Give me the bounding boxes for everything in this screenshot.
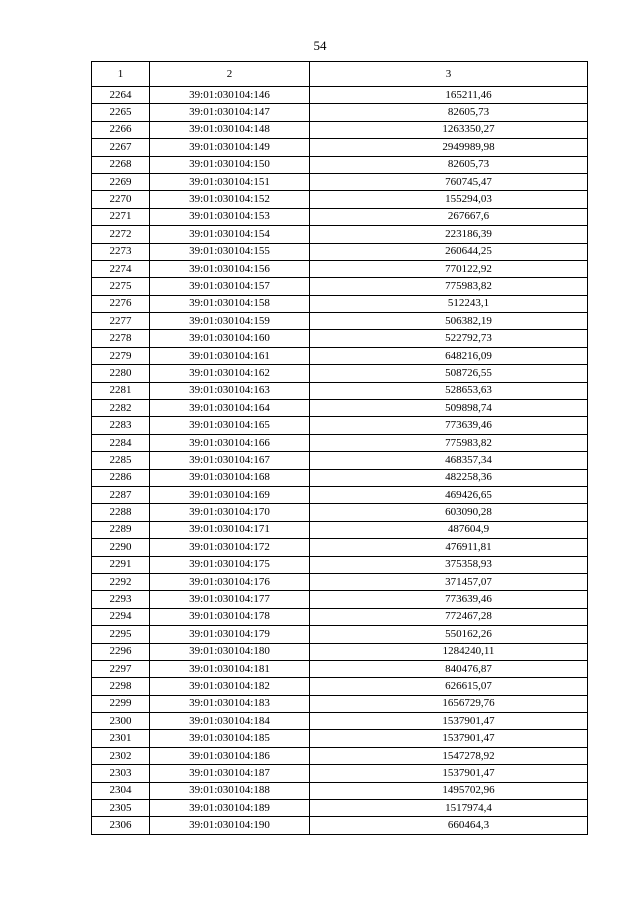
value-cell: 1547278,92 — [310, 747, 588, 764]
value-cell: 1495702,96 — [310, 782, 588, 799]
row-number-cell: 2281 — [92, 382, 150, 399]
row-number-cell: 2304 — [92, 782, 150, 799]
table-row — [92, 626, 588, 643]
row-number-cell: 2292 — [92, 573, 150, 590]
value-cell: 512243,1 — [310, 295, 588, 312]
cadastral-number-cell: 39:01:030104:176 — [150, 573, 310, 590]
value-cell: 509898,74 — [310, 400, 588, 417]
cadastral-number-cell: 39:01:030104:164 — [150, 400, 310, 417]
table-row — [92, 121, 588, 138]
table-row — [92, 191, 588, 208]
cadastral-number-cell: 39:01:030104:160 — [150, 330, 310, 347]
value-cell: 267667,6 — [310, 208, 588, 225]
cadastral-number-cell: 39:01:030104:183 — [150, 695, 310, 712]
cadastral-number-cell: 39:01:030104:155 — [150, 243, 310, 260]
cadastral-number-cell: 39:01:030104:163 — [150, 382, 310, 399]
cadastral-number-cell: 39:01:030104:172 — [150, 539, 310, 556]
cadastral-number-cell: 39:01:030104:152 — [150, 191, 310, 208]
table-row — [92, 695, 588, 712]
value-cell: 506382,19 — [310, 313, 588, 330]
row-number-cell: 2277 — [92, 313, 150, 330]
cadastral-number-cell: 39:01:030104:187 — [150, 765, 310, 782]
value-cell: 2949989,98 — [310, 139, 588, 156]
value-cell: 770122,92 — [310, 260, 588, 277]
table-row — [92, 608, 588, 625]
row-number-cell: 2265 — [92, 104, 150, 121]
row-number-cell: 2271 — [92, 208, 150, 225]
cadastral-number-cell: 39:01:030104:167 — [150, 452, 310, 469]
cadastral-number-cell: 39:01:030104:184 — [150, 713, 310, 730]
table-row — [92, 104, 588, 121]
value-cell: 775983,82 — [310, 278, 588, 295]
value-cell: 375358,93 — [310, 556, 588, 573]
value-cell: 1537901,47 — [310, 765, 588, 782]
row-number-cell: 2278 — [92, 330, 150, 347]
column-header-2: 2 — [150, 62, 310, 87]
row-number-cell: 2275 — [92, 278, 150, 295]
value-cell: 371457,07 — [310, 573, 588, 590]
table-row — [92, 713, 588, 730]
cadastral-number-cell: 39:01:030104:182 — [150, 678, 310, 695]
value-cell: 775983,82 — [310, 434, 588, 451]
row-number-cell: 2264 — [92, 87, 150, 104]
table-row — [92, 504, 588, 521]
value-cell: 1284240,11 — [310, 643, 588, 660]
cadastral-number-cell: 39:01:030104:151 — [150, 173, 310, 190]
row-number-cell: 2297 — [92, 660, 150, 677]
row-number-cell: 2303 — [92, 765, 150, 782]
cadastral-number-cell: 39:01:030104:150 — [150, 156, 310, 173]
value-cell: 1537901,47 — [310, 730, 588, 747]
table-row — [92, 782, 588, 799]
row-number-cell: 2274 — [92, 260, 150, 277]
row-number-cell: 2269 — [92, 173, 150, 190]
row-number-cell: 2290 — [92, 539, 150, 556]
page-number: 54 — [313, 38, 327, 53]
value-cell: 468357,34 — [310, 452, 588, 469]
cadastral-number-cell: 39:01:030104:166 — [150, 434, 310, 451]
value-cell: 155294,03 — [310, 191, 588, 208]
row-number-cell: 2280 — [92, 365, 150, 382]
row-number-cell: 2301 — [92, 730, 150, 747]
value-cell: 487604,9 — [310, 521, 588, 538]
cadastral-number-cell: 39:01:030104:159 — [150, 313, 310, 330]
value-cell: 603090,28 — [310, 504, 588, 521]
row-number-cell: 2287 — [92, 486, 150, 503]
table-row — [92, 347, 588, 364]
table-row — [92, 139, 588, 156]
table-row — [92, 400, 588, 417]
value-cell: 760745,47 — [310, 173, 588, 190]
table-row — [92, 765, 588, 782]
row-number-cell: 2300 — [92, 713, 150, 730]
table-row — [92, 817, 588, 834]
table-row — [92, 434, 588, 451]
row-number-cell: 2296 — [92, 643, 150, 660]
row-number-cell: 2268 — [92, 156, 150, 173]
value-cell: 550162,26 — [310, 626, 588, 643]
cadastral-number-cell: 39:01:030104:148 — [150, 121, 310, 138]
cadastral-number-cell: 39:01:030104:154 — [150, 226, 310, 243]
cadastral-number-cell: 39:01:030104:157 — [150, 278, 310, 295]
row-number-cell: 2306 — [92, 817, 150, 834]
table-row — [92, 278, 588, 295]
column-header-3: 3 — [310, 62, 588, 87]
table-row — [92, 730, 588, 747]
value-cell: 260644,25 — [310, 243, 588, 260]
table-row — [92, 660, 588, 677]
value-cell: 469426,65 — [310, 486, 588, 503]
table-row — [92, 295, 588, 312]
cadastral-number-cell: 39:01:030104:180 — [150, 643, 310, 660]
table-row — [92, 365, 588, 382]
value-cell: 773639,46 — [310, 417, 588, 434]
cadastral-number-cell: 39:01:030104:147 — [150, 104, 310, 121]
table-row — [92, 556, 588, 573]
cadastral-number-cell: 39:01:030104:185 — [150, 730, 310, 747]
cadastral-number-cell: 39:01:030104:162 — [150, 365, 310, 382]
row-number-cell: 2293 — [92, 591, 150, 608]
table-row — [92, 173, 588, 190]
cadastral-number-cell: 39:01:030104:179 — [150, 626, 310, 643]
table-row — [92, 382, 588, 399]
table-row — [92, 156, 588, 173]
value-cell: 1537901,47 — [310, 713, 588, 730]
cadastral-number-cell: 39:01:030104:158 — [150, 295, 310, 312]
table-row — [92, 573, 588, 590]
cadastral-number-cell: 39:01:030104:175 — [150, 556, 310, 573]
table-row — [92, 800, 588, 817]
cadastral-number-cell: 39:01:030104:156 — [150, 260, 310, 277]
table-row — [92, 260, 588, 277]
cadastral-number-cell: 39:01:030104:146 — [150, 87, 310, 104]
cadastral-number-cell: 39:01:030104:190 — [150, 817, 310, 834]
table-row — [92, 486, 588, 503]
table-row — [92, 243, 588, 260]
value-cell: 660464,3 — [310, 817, 588, 834]
cadastral-number-cell: 39:01:030104:171 — [150, 521, 310, 538]
cadastral-number-cell: 39:01:030104:149 — [150, 139, 310, 156]
value-cell: 82605,73 — [310, 104, 588, 121]
table-body — [92, 87, 588, 835]
table-row — [92, 330, 588, 347]
cadastral-number-cell: 39:01:030104:189 — [150, 800, 310, 817]
cadastral-number-cell: 39:01:030104:161 — [150, 347, 310, 364]
table-row — [92, 591, 588, 608]
row-number-cell: 2286 — [92, 469, 150, 486]
cadastral-number-cell: 39:01:030104:188 — [150, 782, 310, 799]
cadastral-number-cell: 39:01:030104:178 — [150, 608, 310, 625]
table-row — [92, 521, 588, 538]
row-number-cell: 2294 — [92, 608, 150, 625]
table-row — [92, 87, 588, 104]
value-cell: 772467,28 — [310, 608, 588, 625]
value-cell: 528653,63 — [310, 382, 588, 399]
cadastral-number-cell: 39:01:030104:186 — [150, 747, 310, 764]
table-row — [92, 452, 588, 469]
value-cell: 82605,73 — [310, 156, 588, 173]
value-cell: 648216,09 — [310, 347, 588, 364]
table-row — [92, 208, 588, 225]
row-number-cell: 2266 — [92, 121, 150, 138]
cadastral-number-cell: 39:01:030104:168 — [150, 469, 310, 486]
cadastral-number-cell: 39:01:030104:170 — [150, 504, 310, 521]
row-number-cell: 2289 — [92, 521, 150, 538]
row-number-cell: 2267 — [92, 139, 150, 156]
row-number-cell: 2291 — [92, 556, 150, 573]
table-row — [92, 313, 588, 330]
row-number-cell: 2295 — [92, 626, 150, 643]
row-number-cell: 2273 — [92, 243, 150, 260]
row-number-cell: 2302 — [92, 747, 150, 764]
cadastral-number-cell: 39:01:030104:153 — [150, 208, 310, 225]
cadastral-number-cell: 39:01:030104:169 — [150, 486, 310, 503]
value-cell: 1656729,76 — [310, 695, 588, 712]
table-row — [92, 417, 588, 434]
row-number-cell: 2272 — [92, 226, 150, 243]
row-number-cell: 2284 — [92, 434, 150, 451]
value-cell: 626615,07 — [310, 678, 588, 695]
row-number-cell: 2285 — [92, 452, 150, 469]
cadastral-value-table — [91, 61, 588, 835]
value-cell: 482258,36 — [310, 469, 588, 486]
table-header-row — [92, 62, 588, 87]
table-row — [92, 469, 588, 486]
row-number-cell: 2270 — [92, 191, 150, 208]
value-cell: 223186,39 — [310, 226, 588, 243]
table-row — [92, 747, 588, 764]
row-number-cell: 2276 — [92, 295, 150, 312]
cadastral-number-cell: 39:01:030104:177 — [150, 591, 310, 608]
value-cell: 165211,46 — [310, 87, 588, 104]
value-cell: 773639,46 — [310, 591, 588, 608]
table-row — [92, 226, 588, 243]
row-number-cell: 2282 — [92, 400, 150, 417]
row-number-cell: 2305 — [92, 800, 150, 817]
value-cell: 1263350,27 — [310, 121, 588, 138]
row-number-cell: 2298 — [92, 678, 150, 695]
value-cell: 522792,73 — [310, 330, 588, 347]
table-row — [92, 643, 588, 660]
value-cell: 1517974,4 — [310, 800, 588, 817]
row-number-cell: 2283 — [92, 417, 150, 434]
table-row — [92, 678, 588, 695]
value-cell: 476911,81 — [310, 539, 588, 556]
row-number-cell: 2299 — [92, 695, 150, 712]
row-number-cell: 2288 — [92, 504, 150, 521]
cadastral-number-cell: 39:01:030104:165 — [150, 417, 310, 434]
cadastral-number-cell: 39:01:030104:181 — [150, 660, 310, 677]
value-cell: 840476,87 — [310, 660, 588, 677]
row-number-cell: 2279 — [92, 347, 150, 364]
value-cell: 508726,55 — [310, 365, 588, 382]
column-header-1: 1 — [92, 62, 150, 87]
table-row — [92, 539, 588, 556]
